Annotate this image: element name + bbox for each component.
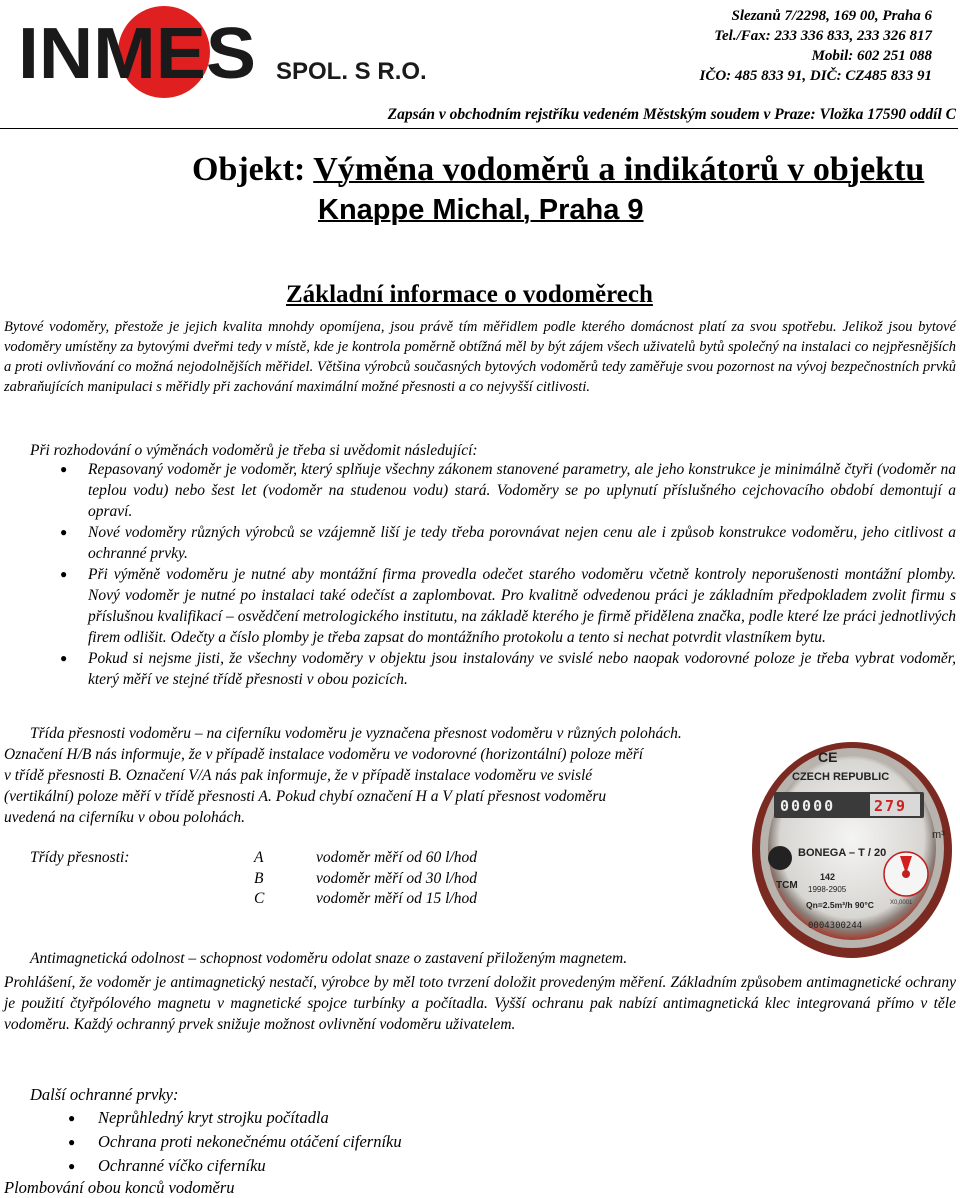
meter-unit: m³ — [932, 829, 945, 841]
bullet-icon: ● — [68, 1135, 76, 1149]
page-title — [192, 151, 924, 189]
class-a-desc: vodoměr měří od 60 l/hod — [316, 849, 478, 866]
meter-reading-red: 279 — [874, 797, 908, 815]
accuracy-line-4: (vertikální) poloze měří v třídě přesnosti A. Pokud chybí označení H a V platí přesnost vodoměru — [4, 788, 607, 805]
company-logo — [14, 4, 454, 104]
last-line: Plombování obou konců vodoměru — [4, 1178, 235, 1197]
address-line-1: Slezanů 7/2298, 169 00, Praha 6 — [731, 8, 932, 24]
meter-reading-black: 00000 — [780, 797, 836, 815]
meter-rating: Qn=2.5m³/h 90°C — [806, 900, 874, 910]
meter-code-top: 142 — [820, 872, 836, 882]
logo-suffix: SPOL. S R.O. — [276, 58, 427, 85]
antimagnetic-paragraph: Prohlášení, že vodoměr je antimagnetický nestačí, výrobce by měl toto tvrzení doložit provedeným měření. Základním způsobem antimagnetické ochrany je použití čtyřpólového magnetu v magnetické spojce turbínky a počítadla. Vyšší ochranu pak nabízí antimagnetická klec integrovaná přímo v těle vodoměru. Každý ochranný prvek snižuje možnost ovlivnění vodoměru uživatelem. — [4, 974, 956, 1033]
list-item: ● Pokud si nejsme jisti, že všechny vodoměry v objektu jsou instalovány ve svislé nebo naopak vodorovné poloze je třeba vybrat vodoměr, který měří ve stejné třídě přesnosti v obou pozicích. — [60, 650, 956, 688]
registration-line: Zapsán v obchodním rejstříku vedeném Městským soudem v Praze: Vložka 17590 oddíl C — [387, 106, 956, 123]
address-line-4: IČO: 485 833 91, DIČ: CZ485 833 91 — [699, 68, 932, 84]
meter-country: CZECH REPUBLIC — [792, 771, 890, 783]
accuracy-line-2: Označení H/B nás informuje, že v případě instalace vodoměru ve vodorovné (horizontální) poloze měří — [4, 746, 644, 763]
bullet-icon: ● — [60, 525, 68, 539]
class-c: C — [254, 890, 265, 907]
accuracy-line-3: v třídě přesnosti B. Označení V/A nás pak informuje, že v případě instalace vodoměru ve svislé — [4, 767, 593, 784]
classes-label: Třídy přesnosti: — [30, 849, 130, 866]
antimagnetic-line: Antimagnetická odolnost – schopnost vodoměru odolat snaze o zastavení přiloženým magnetem. — [30, 950, 628, 967]
list-item: ● Repasovaný vodoměr je vodoměr, který splňuje všechny zákonem stanovené parametry, ale jeho konstrukce je minimálně čtyři (vodoměr na teplou vodu) nebo šest let (vodoměr na studenou vodu) stará. Vodoměry se po uplynutí příslušného cejchovacího období demontují a opraví. — [60, 461, 956, 520]
meter-maker: TCM — [776, 880, 798, 891]
other-elements-label: Další ochranné prvky: — [30, 1085, 179, 1104]
bullet-icon: ● — [60, 567, 68, 581]
list-item: ● Ochrana proti nekonečnému otáčení ciferníku — [0, 1130, 956, 1154]
title-line-1: Výměna vodoměrů a indikátorů v objektu — [313, 151, 925, 188]
list-item: ● Ochranné víčko ciferníku — [0, 1154, 956, 1178]
meter-code-bottom: 1998-2905 — [808, 885, 847, 894]
class-b: B — [254, 870, 264, 887]
dial-mark: X0,0001 — [890, 900, 913, 906]
address-line-2: Tel./Fax: 233 336 833, 233 326 817 — [714, 28, 932, 44]
meter-serial: 0004300244 — [808, 921, 863, 931]
address-line-3: Mobil: 602 251 088 — [811, 48, 932, 64]
decision-lead: Při rozhodování o výměnách vodoměrů je třeba si uvědomit následující: — [30, 442, 478, 459]
accuracy-line-1: Třída přesnosti vodoměru – na ciferníku vodoměru je vyznačena přesnost vodoměru v různých polohách. — [30, 725, 682, 742]
class-a: A — [254, 849, 264, 866]
water-meter-photo — [746, 728, 954, 964]
bullet-icon: ● — [68, 1159, 76, 1173]
accuracy-line-5: uvedená na ciferníku v obou polohách. — [4, 809, 246, 826]
title-prefix: Objekt: — [192, 151, 306, 188]
list-item: ● Při výměně vodoměru je nutné aby montážní firma provedla odečet starého vodoměru včetně kontroly neporušenosti montážní plomby. Nový vodoměr je nutné po instalaci také odečíst a zaplombovat. Pro kvalitně odvedenou práci je základním předpokladem zvolit firmu s příslušnou kvalifikací – osvědčení metrologického institutu, na základě kterého je firmě přidělena značka, podle které lze práci jednotlivých firem odlišit. Odečty a číslo plomby je třeba zapsat do montážního protokolu a tento si nechat potvrdit vlastníkem bytu. — [60, 566, 956, 646]
meter-model: BONEGA – T / 20 — [798, 847, 887, 859]
intro-paragraph: Bytové vodoměry, přestože je jejich kvalita mnohdy opomíjena, jsou právě tím měřidlem podle kterého domácnost platí za svou spotřebu. Jelikož jsou bytové vodoměry umístěny za bytovými dveřmi tedy v místě, kde je kontrola poměrně obtížná měl by být zájem všech uživatelů bytů společný na instalaci co nejpřesnějších a proti ovlivňování co možná nejodolnějších měřidel. Většina výrobců současných bytových vodoměrů tedy zaměřuje svou pozornost na vývoj bezpečnostních prvků zabraňujících manipulaci s měřidly při zachování maximální možné přesnosti a co nejvyšší citlivosti. — [4, 319, 956, 395]
class-b-desc: vodoměr měří od 30 l/hod — [316, 870, 478, 887]
decision-list — [0, 459, 956, 690]
bullet-icon: ● — [60, 462, 68, 476]
class-c-desc: vodoměr měří od 15 l/hod — [316, 890, 478, 907]
list-item: ● Neprůhledný kryt strojku počítadla — [0, 1106, 956, 1130]
list-item: ● Nové vodoměry různých výrobců se vzájemně liší je tedy třeba porovnávat nejen cenu ale i způsob konstrukce vodoměru, jeho citlivost a ochranné prvky. — [60, 524, 956, 562]
ce-mark: CE — [818, 749, 838, 765]
other-elements-list — [0, 1106, 956, 1178]
title-line-2: Knappe Michal, Praha 9 — [318, 194, 644, 226]
bullet-icon: ● — [60, 651, 68, 665]
bullet-icon: ● — [68, 1111, 76, 1125]
header-divider — [0, 128, 958, 129]
section-heading: Základní informace o vodoměrech — [286, 281, 653, 308]
logo-text: INMES — [18, 14, 256, 94]
